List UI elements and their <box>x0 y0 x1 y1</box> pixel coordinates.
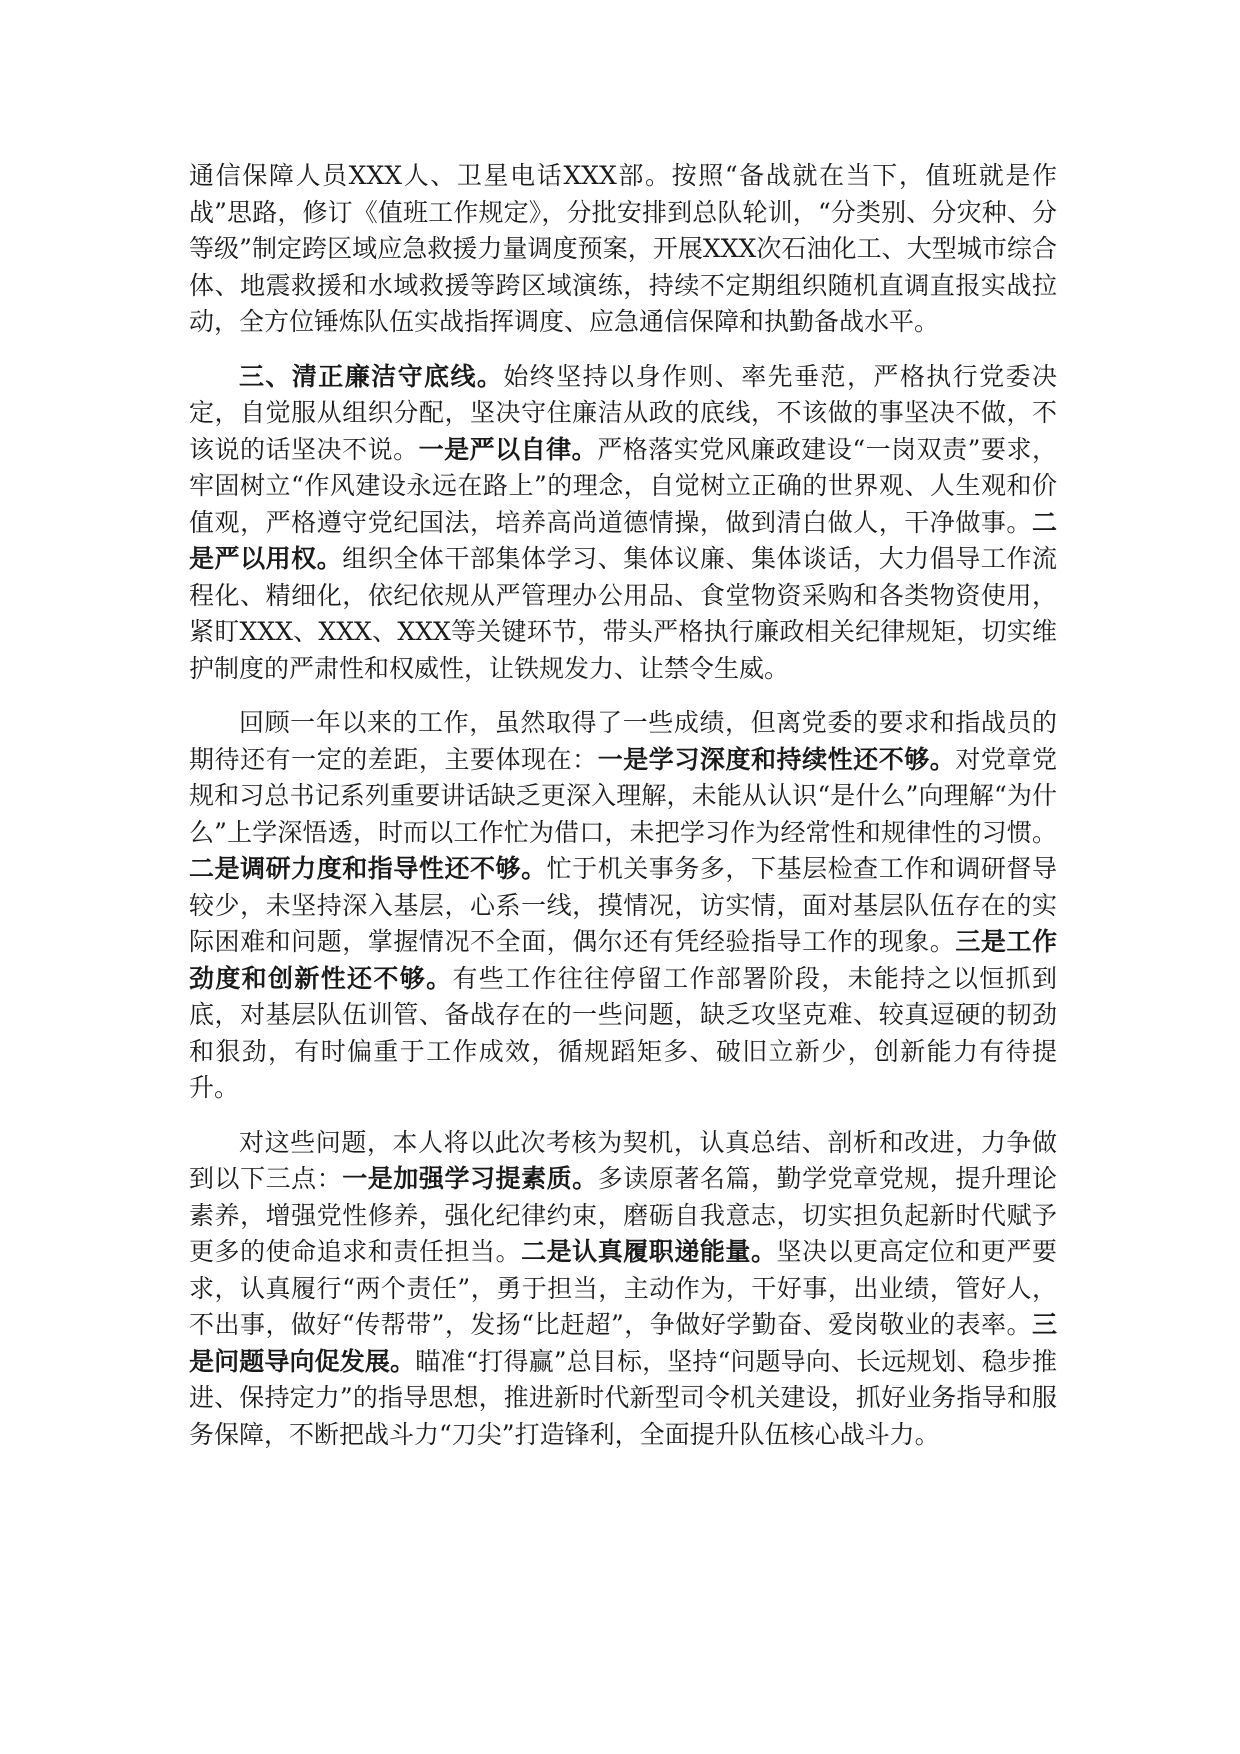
text-segment: 忙于机关事务多，下基层检查工作和调研督导较少，未坚持深入基层，心系一线，摸情况，访实情，面对基层队伍存在的实际困难和问题，掌握情况不全面，偶尔还有凭经验指导工作的现象。 <box>189 854 1057 956</box>
paragraph-comms-support <box>189 158 1057 341</box>
text-segment: 通信保障人员XXX人、卫星电话XXX部。按照“备战就在当下，值班就是作战”思路，修订《值班工作规定》，分批安排到总队轮训，“分类别、分灾种、分等级”制定跨区域应急救援力量调度预案，开展XXX次石油化工、大型城市综合体、地震救援和水域救援等跨区域演练，持续不定期组织随机直调直报实战拉动，全方位锤炼队伍实战指挥调度、应急通信保障和执勤备战水平。 <box>189 161 1057 336</box>
point-heading-problem-oriented: 三是问题导向促发展。 <box>189 1310 1057 1376</box>
section-heading-integrity: 三、清正廉洁守底线。 <box>239 361 504 391</box>
point-heading-research-guidance: 二是调研力度和指导性还不够。 <box>189 854 547 883</box>
text-segment: 坚决以更高定位和更严要求，认真履行“两个责任”，勇于担当，主动作为，干好事，出业绩，管好人，不出事，做好“传帮带”，发扬“比赶超”，争做好学勤奋、爱岗敬业的表率。 <box>189 1237 1057 1339</box>
point-heading-use-of-power: 二是严以用权。 <box>189 507 1057 573</box>
text-segment: 组织全体干部集体学习、集体议廉、集体谈话，大力倡导工作流程化、精细化，依纪依规从严管理办公用品、食堂物资采购和各类物资使用，紧盯XXX、XXX、XXX等关键环节，带头严格执行廉政相关纪律规矩，切实维护制度的严肃性和权威性，让铁规发力、让禁令生威。 <box>189 544 1057 683</box>
text-segment: 对这些问题，本人将以此次考核为契机，认真总结、剖析和改进，力争做到以下三点： <box>189 1127 1057 1193</box>
paragraph-integrity <box>189 359 1057 688</box>
text-segment: 对党章党规和习总书记系列重要讲话缺乏更深入理解，未能从认识“是什么”向理解“为什么”上学深悟透，时而以工作忙为借口，未把学习作为经常性和规律性的习惯。 <box>189 744 1057 847</box>
paragraph-shortcomings <box>189 705 1057 1107</box>
text-segment: 始终坚持以身作则、率先垂范，严格执行党委决定，自觉服从组织分配，坚决守住廉洁从政的底线，不该做的事坚决不做，不该说的话坚决不说。 <box>189 361 1057 464</box>
paragraph-improvements <box>189 1125 1057 1454</box>
point-heading-work-innovation: 三是工作劲度和创新性还不够。 <box>189 927 1057 993</box>
text-segment: 回顾一年以来的工作，虽然取得了一些成绩，但离党委的要求和指战员的期待还有一定的差距，主要体现在： <box>189 708 1057 774</box>
point-heading-study-depth: 一是学习深度和持续性还不够。 <box>597 744 956 774</box>
point-heading-self-discipline: 一是严以自律。 <box>418 434 598 464</box>
document-page <box>189 158 1057 1471</box>
text-segment: 多读原著名篇，勤学党章党规，提升理论素养，增强党性修养，强化纪律约束，磨砺自我意志，切实担负起新时代赋予更多的使命追求和责任担当。 <box>189 1164 1057 1266</box>
text-segment: 严格落实党风廉政建设“一岗双责”要求，牢固树立“作风建设永远在路上”的理念，自觉树立正确的世界观、人生观和价值观，严格遵守党纪国法，培养高尚道德情操，做到清白做人，干净做事。 <box>189 434 1057 537</box>
point-heading-perform-duties: 二是认真履职递能量。 <box>521 1237 777 1266</box>
text-segment: 有些工作往往停留工作部署阶段，未能持之以恒抓到底，对基层队伍训管、备战存在的一些问题，缺乏攻坚克难、较真逗硬的韧劲和狠劲，有时偏重于工作成效，循规蹈矩多、破旧立新少，创新能力有待提升。 <box>189 963 1057 1102</box>
point-heading-strengthen-study: 一是加强学习提素质。 <box>342 1164 598 1193</box>
text-segment: 瞄准“打得赢”总目标，坚持“问题导向、长远规划、稳步推进、保持定力”的指导思想，推进新时代新型司令机关建设，抓好业务指导和服务保障，不断把战斗力“刀尖”打造锋利，全面提升队伍核心战斗力。 <box>189 1346 1057 1449</box>
